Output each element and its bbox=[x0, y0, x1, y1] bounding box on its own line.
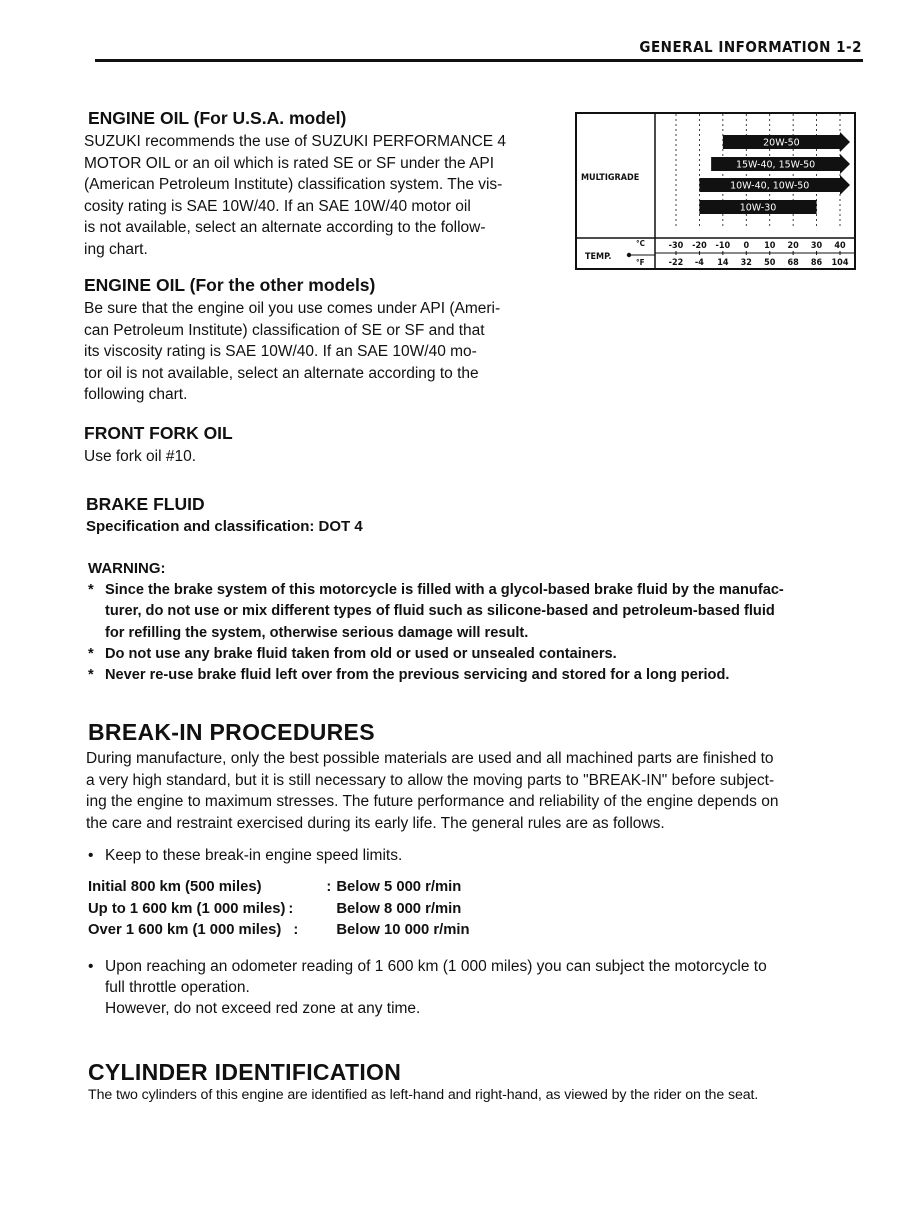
fahrenheit-tick-label-3: 32 bbox=[740, 258, 752, 268]
warning-line: Do not use any brake fluid taken from old or used or unsealed containers. bbox=[105, 645, 617, 662]
paragraph-line: is not available, select an alternate according to the follow- bbox=[84, 219, 486, 236]
limit-range: Up to 1 600 km (1 000 miles) bbox=[88, 900, 286, 917]
multigrade-label: MULTIGRADE bbox=[581, 173, 640, 183]
paragraph-line: During manufacture, only the best possible materials are used and all machined parts are finished to bbox=[86, 750, 774, 767]
limit-value: Below 10 000 r/min bbox=[336, 922, 470, 938]
viscosity-bar-label-0: 20W-50 bbox=[763, 137, 800, 149]
warning-title: WARNING: bbox=[88, 560, 166, 577]
paragraph-line: ing chart. bbox=[84, 240, 148, 258]
chart-bars bbox=[699, 132, 850, 214]
celsius-tick-label-7: 40 bbox=[834, 241, 846, 251]
fahrenheit-tick-label-4: 50 bbox=[764, 258, 776, 268]
brake-fluid-spec: Specification and classification: DOT 4 bbox=[86, 518, 363, 535]
celsius-unit: °C bbox=[636, 239, 645, 248]
limit-row bbox=[88, 899, 470, 921]
paragraph-line: tor oil is not available, select an alternate according to the bbox=[84, 364, 479, 382]
cylinder-heading: CYLINDER IDENTIFICATION bbox=[88, 1059, 402, 1085]
bullet-text: Keep to these break-in engine speed limits. bbox=[105, 847, 403, 864]
brake-fluid-heading: BRAKE FLUID bbox=[86, 494, 205, 514]
oil-viscosity-chart bbox=[575, 112, 856, 270]
engine-oil-other-paragraph bbox=[84, 298, 564, 406]
paragraph-line: ing the engine to maximum stresses. The future performance and reliability of the engine depends on bbox=[86, 793, 779, 810]
paragraph-line: the care and restraint exercised during its early life. The general rules are as follows. bbox=[86, 814, 665, 832]
engine-oil-other-heading: ENGINE OIL (For the other models) bbox=[84, 275, 376, 295]
warning-marker: * bbox=[88, 667, 94, 684]
bullet-line: However, do not exceed red zone at any time. bbox=[105, 1000, 421, 1017]
bullet-line: Upon reaching an odometer reading of 1 600 km (1 000 miles) you can subject the motorcycle to bbox=[105, 958, 767, 975]
limit-separator: : bbox=[326, 879, 332, 895]
celsius-tick-label-6: 30 bbox=[810, 241, 823, 251]
warning-line: Never re-use brake fluid left over from the previous servicing and stored for a long period. bbox=[105, 667, 730, 684]
celsius-tick-label-3: 0 bbox=[743, 241, 750, 251]
warning-item bbox=[88, 580, 868, 644]
viscosity-bar-label-1: 15W-40, 15W-50 bbox=[735, 159, 816, 171]
bullet-marker: • bbox=[88, 958, 94, 975]
engine-oil-usa-heading: ENGINE OIL (For U.S.A. model) bbox=[88, 108, 347, 128]
temp-label: TEMP. bbox=[585, 252, 612, 262]
engine-oil-usa-paragraph bbox=[84, 131, 564, 260]
break-in-bullet-1 bbox=[88, 845, 868, 866]
celsius-tick-label-0: -30 bbox=[668, 241, 684, 251]
viscosity-bar-label-3: 10W-30 bbox=[739, 202, 777, 214]
header-rule bbox=[95, 59, 863, 62]
oil-viscosity-chart-svg bbox=[577, 114, 854, 268]
paragraph-line: Be sure that the engine oil you use comes under API (Ameri- bbox=[84, 300, 501, 317]
warning-list bbox=[88, 580, 868, 686]
celsius-tick-label-2: -10 bbox=[715, 241, 731, 251]
running-header: GENERAL INFORMATION 1-2 bbox=[639, 38, 862, 56]
front-fork-oil-heading: FRONT FORK OIL bbox=[84, 423, 233, 443]
fahrenheit-tick-label-6: 86 bbox=[810, 258, 823, 268]
cylinder-text: The two cylinders of this engine are identified as left-hand and right-hand, as viewed by the rider on the seat. bbox=[88, 1087, 759, 1103]
paragraph-line: cosity rating is SAE 10W/40. If an SAE 10W/40 motor oil bbox=[84, 197, 471, 215]
paragraph-line: can Petroleum Institute) classification of SE or SF and that bbox=[84, 321, 485, 339]
front-fork-oil-text: Use fork oil #10. bbox=[84, 448, 196, 465]
break-in-heading: BREAK-IN PROCEDURES bbox=[88, 719, 375, 745]
celsius-tick-label-5: 20 bbox=[787, 241, 799, 251]
bullet-line: full throttle operation. bbox=[105, 979, 250, 996]
fahrenheit-tick-label-1: -4 bbox=[694, 258, 704, 268]
limit-value: Below 8 000 r/min bbox=[336, 900, 462, 917]
celsius-tick-label-4: 10 bbox=[764, 241, 776, 251]
warning-line: turer, do not use or mix different types of fluid such as silicone-based and petroleum-based fluid bbox=[105, 603, 775, 620]
paragraph-line: its viscosity rating is SAE 10W/40. If an SAE 10W/40 mo- bbox=[84, 343, 477, 360]
limit-range: Over 1 600 km (1 000 miles) bbox=[88, 922, 282, 938]
warning-item bbox=[88, 665, 868, 686]
paragraph-line: a very high standard, but it is still necessary to allow the moving parts to "BREAK-IN" before subject- bbox=[86, 771, 775, 789]
bullet-marker: • bbox=[88, 847, 94, 864]
warning-marker: * bbox=[88, 645, 94, 662]
fahrenheit-tick-label-0: -22 bbox=[668, 258, 684, 268]
break-in-bullet-2 bbox=[88, 956, 878, 1019]
warning-marker: * bbox=[88, 582, 94, 598]
paragraph-line: MOTOR OIL or an oil which is rated SE or SF under the API bbox=[84, 154, 495, 172]
limit-separator: : bbox=[293, 922, 299, 938]
fahrenheit-unit: °F bbox=[636, 258, 645, 267]
chart-ticks bbox=[669, 241, 849, 268]
paragraph-line: following chart. bbox=[84, 386, 188, 403]
fahrenheit-tick-label-5: 68 bbox=[787, 258, 799, 268]
paragraph-line: (American Petroleum Institute) classification system. The vis- bbox=[84, 176, 503, 193]
warning-item bbox=[88, 644, 868, 665]
paragraph-line: SUZUKI recommends the use of SUZUKI PERFORMANCE 4 bbox=[84, 133, 507, 150]
warning-line: for refilling the system, otherwise serious damage will result. bbox=[105, 624, 529, 641]
limit-value: Below 5 000 r/min bbox=[336, 879, 462, 895]
celsius-tick-label-1: -20 bbox=[692, 241, 707, 251]
limit-row bbox=[88, 920, 470, 942]
limit-range: Initial 800 km (500 miles) bbox=[88, 879, 262, 895]
limit-row bbox=[88, 877, 470, 899]
break-in-limits-table bbox=[88, 877, 470, 942]
viscosity-bar-label-2: 10W-40, 10W-50 bbox=[730, 180, 810, 192]
break-in-paragraph bbox=[86, 748, 876, 834]
limit-separator: : bbox=[288, 900, 294, 917]
fahrenheit-tick-label-2: 14 bbox=[717, 258, 729, 268]
warning-line: Since the brake system of this motorcycle is filled with a glycol-based brake fluid by the manufac- bbox=[105, 582, 784, 598]
fahrenheit-tick-label-7: 104 bbox=[831, 258, 849, 268]
